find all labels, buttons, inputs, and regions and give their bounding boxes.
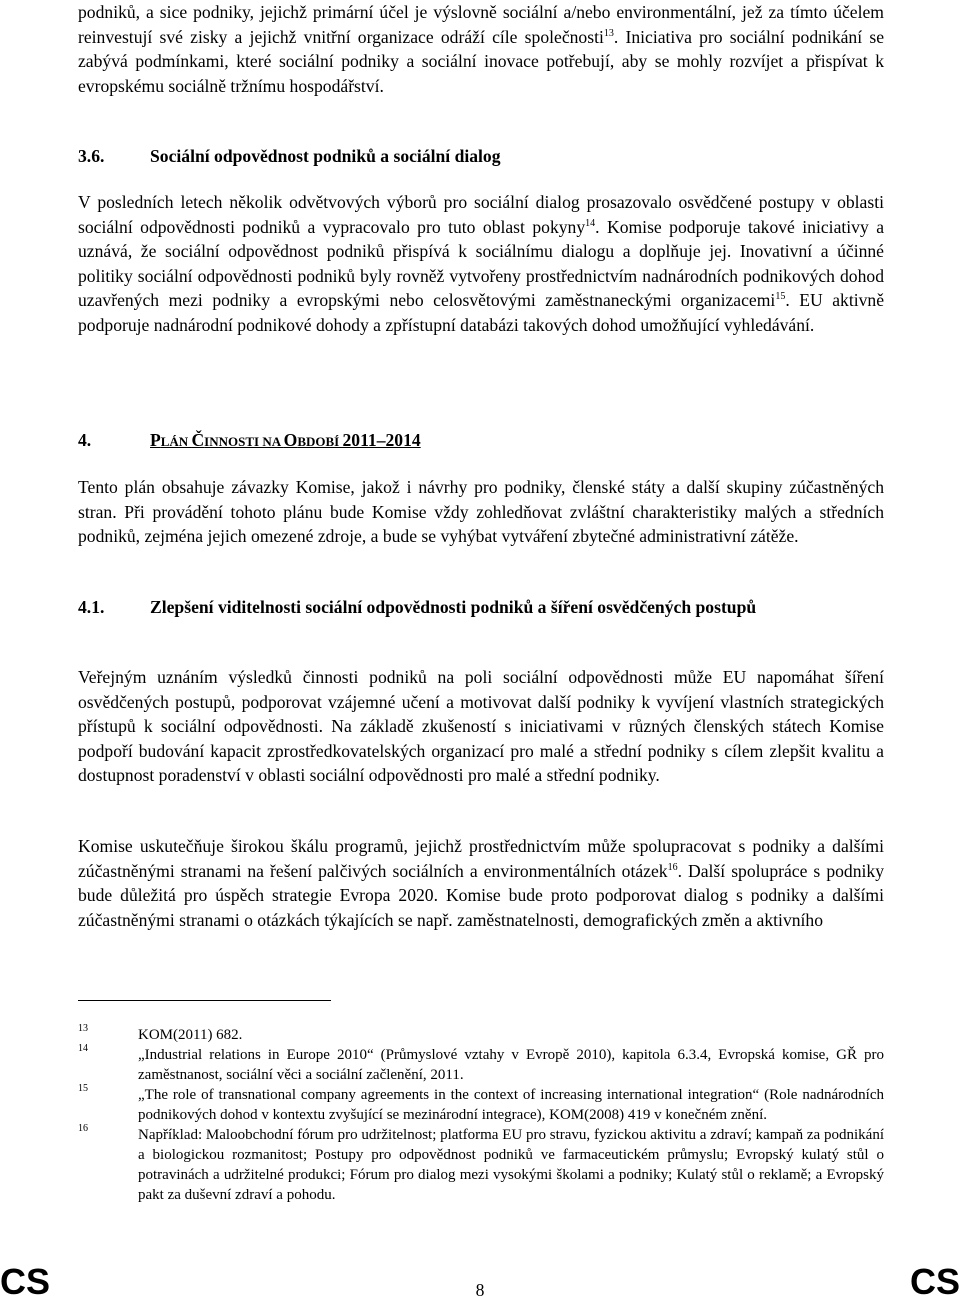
footnote-16 bbox=[78, 1125, 884, 1205]
section-4-title-part: O bbox=[283, 430, 298, 450]
footnote-number: 15 bbox=[78, 1083, 88, 1094]
section-4-title-part: INNOSTI NA bbox=[204, 434, 284, 449]
footnote-text: Například: Maloobchodní fórum pro udržitelnost; platforma EU pro stravu, fyzickou aktivitu a zdraví; kampaň za podnikání a biologickou rozmanitost; Postupy pro odpovědnost podniků ve farmaceutickém průmyslu; Evropský kulatý stůl o potravinách a udržitelné produkci; Fórum pro dialog mezi vysokými školami a podniky; Kulatý stůl o reklamě; a Evropský pakt za duševní zdraví a pohodu. bbox=[138, 1127, 884, 1203]
intro-text-b: . Iniciativa pro sociální podnikání se zabývá podmínkami, které sociální podniky a sociální inovace potřebují, aby se mohly rozvíjet a přispívat k evropskému sociálně tržnímu hospodářství. bbox=[78, 26, 884, 96]
intro-paragraph bbox=[78, 0, 884, 98]
section-3-6-number: 3.6. bbox=[78, 146, 105, 166]
footnote-number: 14 bbox=[78, 1043, 88, 1054]
section-4-title-part: LÁN bbox=[160, 434, 192, 449]
section-4-title-part: BDOBÍ bbox=[297, 434, 343, 449]
footnote-separator bbox=[78, 1000, 331, 1001]
section-4-1-heading bbox=[78, 595, 884, 620]
footnote-ref-14[interactable]: 14 bbox=[585, 217, 596, 229]
footnote-ref-15[interactable]: 15 bbox=[775, 291, 786, 303]
section-3-6-heading bbox=[78, 144, 884, 169]
footnote-number: 16 bbox=[78, 1123, 88, 1134]
section-3-6-paragraph bbox=[78, 190, 884, 337]
section-4-1-title: Zlepšení viditelnosti sociální odpovědnosti podniků a šíření osvědčených postupů bbox=[150, 597, 757, 617]
footnote-14 bbox=[78, 1045, 884, 1085]
section-3-6-text-c: . EU aktivně podporuje nadnárodní podnikové dohody a zpřístupní databázi takových dohod umožňující vyhledávání. bbox=[78, 290, 884, 335]
section-4-paragraph: Tento plán obsahuje závazky Komise, jakož i návrhy pro podniky, členské státy a další skupiny zúčastněných stran. Při provádění tohoto plánu bude Komise vždy zohledňovat zvláštní charakteristiky malých a středních podniků, zejména jejich omezené zdroje, a bude se vyhýbat vytváření zbytečné administrativní zátěže. bbox=[78, 477, 884, 546]
footnote-text: „The role of transnational company agreements in the context of increasing international integration“ (Role nadnárodních podnikových dohod v kontextu zvyšující se mezinárodní integrace), KOM(2008) 419 v konečném znění. bbox=[138, 1087, 884, 1123]
section-4-1-text-a: Komise uskutečňuje širokou škálu programů, jejichž prostřednictvím může spolupracovat s podniky a dalšími zúčastněnými stranami na řešení palčivých sociálních a environmentálních otázek bbox=[78, 836, 884, 881]
section-4-1-text-b: . Další spolupráce s podniky bude důležitá pro úspěch strategie Evropa 2020. Komise bude proto podporovat dialog s podniky a dalšími zúčastněnými stranami o otázkách týkajících se např. zaměstnatelnosti, demografických změn a aktivního bbox=[78, 860, 884, 930]
footnote-ref-16[interactable]: 16 bbox=[667, 861, 678, 873]
section-4-heading bbox=[78, 428, 884, 455]
footnotes bbox=[78, 1025, 884, 1205]
section-4-title-part: P bbox=[150, 430, 161, 450]
footer-language-code-left: CS bbox=[0, 1261, 51, 1302]
section-4-title bbox=[150, 428, 884, 455]
footnote-text: KOM(2011) 682. bbox=[138, 1027, 243, 1043]
footer-language-code-right: CS bbox=[909, 1261, 960, 1302]
section-3-6-text-b: . Komise podporuje takové iniciativy a uznává, že sociální odpovědnost podniků přispívá k sociálnímu dialogu a doplňuje jej. Inovativní a účinné politiky sociální odpovědnosti podniků byly rovněž vytvořeny prostřednictvím nadnárodních podnikových dohod uzavřených mezi podniky a evropskými nebo celosvětovými zaměstnaneckými organizacemi bbox=[78, 216, 884, 310]
intro-text-a: podniků, a sice podniky, jejichž primární účel je výslovně sociální a/nebo environmentální, jež za tímto účelem reinvestují své zisky a jejichž vnitřní organizace odráží cíle společnosti bbox=[78, 2, 884, 47]
section-4-1-paragraph-2 bbox=[78, 834, 884, 932]
footnote-13 bbox=[78, 1025, 884, 1045]
section-4-number: 4. bbox=[78, 430, 92, 450]
section-4-1-paragraph-1: Veřejným uznáním výsledků činnosti podniků na poli sociální odpovědnosti může EU napomáhat šíření osvědčených postupů, podporovat vzájemné učení a motivovat další podniky k vyvíjení vlastních strategických přístupů k sociální odpovědnosti. Na základě zkušeností s iniciativami v různých členských státech Komise podpoří budování kapacit zprostředkovatelských organizací pro malé a střední podniky s cílem zlepšit kvalitu a dostupnost poradenství v oblasti sociální odpovědnosti pro malé a střední podniky. bbox=[78, 667, 884, 785]
footnote-number: 13 bbox=[78, 1023, 88, 1034]
footnote-text: „Industrial relations in Europe 2010“ (Průmyslové vztahy v Evropě 2010), kapitola 6.3.4, Evropská komise, GŘ pro zaměstnanost, sociální věci a sociální začlenění, 2011. bbox=[138, 1047, 884, 1083]
section-4-title-part: 2011–2014 bbox=[342, 430, 421, 450]
section-4-title-part: Č bbox=[191, 430, 205, 450]
section-3-6-text-a: V posledních letech několik odvětvových výborů pro sociální dialog prosazovalo osvědčené postupy v oblasti sociální odpovědnosti podniků a vypracovalo pro tuto oblast pokyny bbox=[78, 192, 884, 237]
section-4-1-number: 4.1. bbox=[78, 597, 105, 617]
footnote-ref-13[interactable]: 13 bbox=[603, 27, 614, 39]
page-number: 8 bbox=[475, 1280, 485, 1300]
section-3-6-title: Sociální odpovědnost podniků a sociální dialog bbox=[150, 146, 501, 166]
footnote-15 bbox=[78, 1085, 884, 1125]
